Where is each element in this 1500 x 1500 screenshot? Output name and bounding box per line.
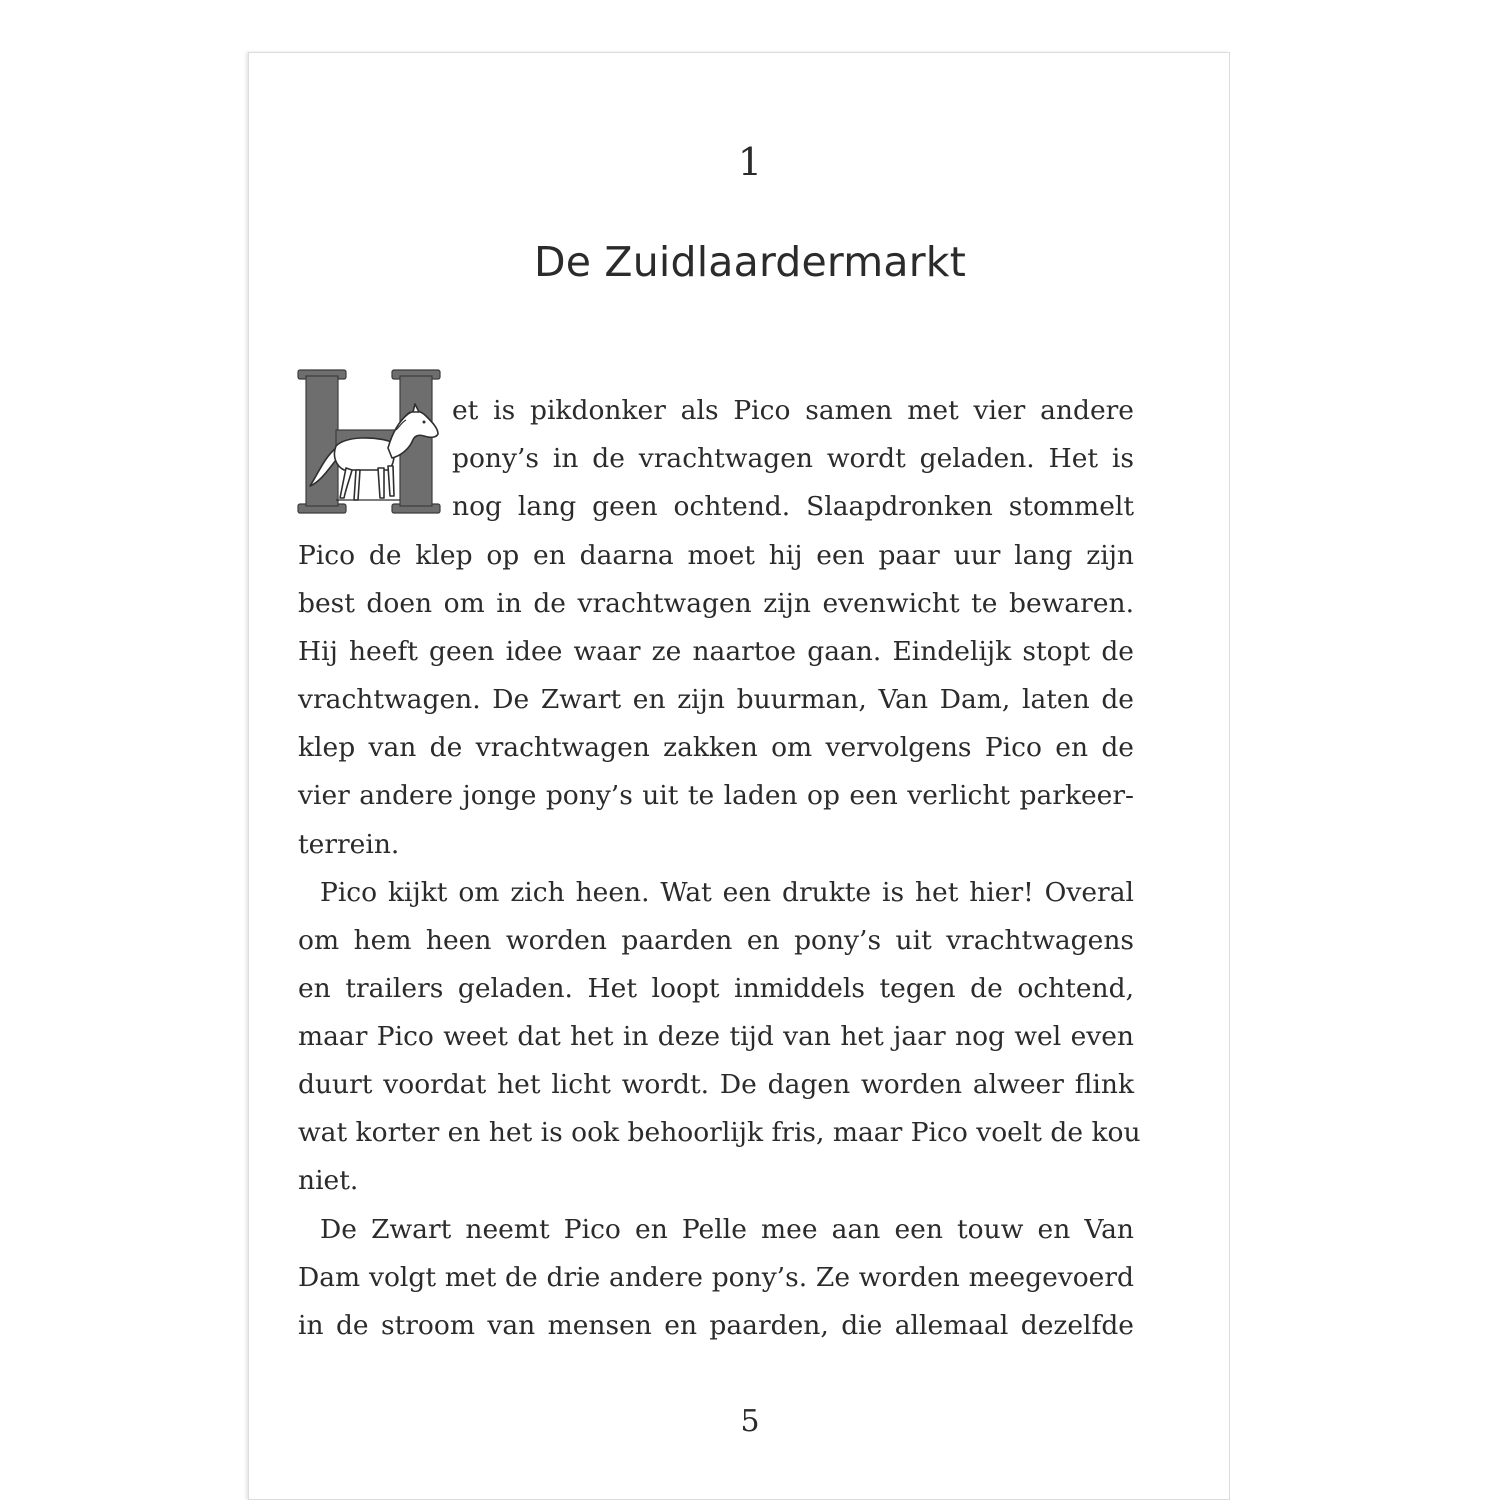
body-line-17: niet. <box>298 1165 359 1196</box>
body-line-2: pony’s in de vrachtwagen wordt geladen. Het is <box>452 443 1134 474</box>
body-line-8: klep van de vrachtwagen zakken om vervolgens Pico en de <box>298 732 1134 763</box>
body-line-1: et is pikdonker als Pico samen met vier andere <box>452 395 1134 426</box>
body-line-11: Pico kijkt om zich heen. Wat een drukte is het hier! Overal <box>320 877 1134 908</box>
page-number: 5 <box>740 1404 760 1439</box>
body-line-16: wat korter en het is ook behoorlijk fris, maar Pico voelt de kou <box>298 1117 1141 1148</box>
body-line-15: duurt voordat het licht wordt. De dagen worden alweer flink <box>298 1069 1134 1100</box>
body-line-10: terrein. <box>298 829 400 860</box>
body-line-19: Dam volgt met de drie andere pony’s. Ze worden meegevoerd <box>298 1262 1134 1293</box>
body-line-5: best doen om in de vrachtwagen zijn evenwicht te bewaren. <box>298 588 1134 619</box>
body-line-3: nog lang geen ochtend. Slaapdronken stommelt <box>452 491 1134 522</box>
pony-eye <box>423 421 426 424</box>
dropcap-h-pony-illustration <box>296 366 442 518</box>
body-line-7: vrachtwagen. De Zwart en zijn buurman, Van Dam, laten de <box>298 684 1134 715</box>
chapter-number: 1 <box>737 140 763 184</box>
body-line-18: De Zwart neemt Pico en Pelle mee aan een touw en Van <box>320 1214 1134 1245</box>
body-line-14: maar Pico weet dat het in deze tijd van het jaar nog wel even <box>298 1021 1134 1052</box>
body-line-9: vier andere jonge pony’s uit te laden op een verlicht parkeer- <box>298 780 1134 811</box>
chapter-title: De Zuidlaardermarkt <box>533 238 967 286</box>
body-line-20: in de stroom van mensen en paarden, die allemaal dezelfde <box>298 1310 1134 1341</box>
body-line-4: Pico de klep op en daarna moet hij een paar uur lang zijn <box>298 540 1134 571</box>
body-line-13: en trailers geladen. Het loopt inmiddels tegen de ochtend, <box>298 973 1134 1004</box>
body-line-6: Hij heeft geen idee waar ze naartoe gaan. Eindelijk stopt de <box>298 636 1134 667</box>
body-line-12: om hem heen worden paarden en pony’s uit vrachtwagens <box>298 925 1134 956</box>
